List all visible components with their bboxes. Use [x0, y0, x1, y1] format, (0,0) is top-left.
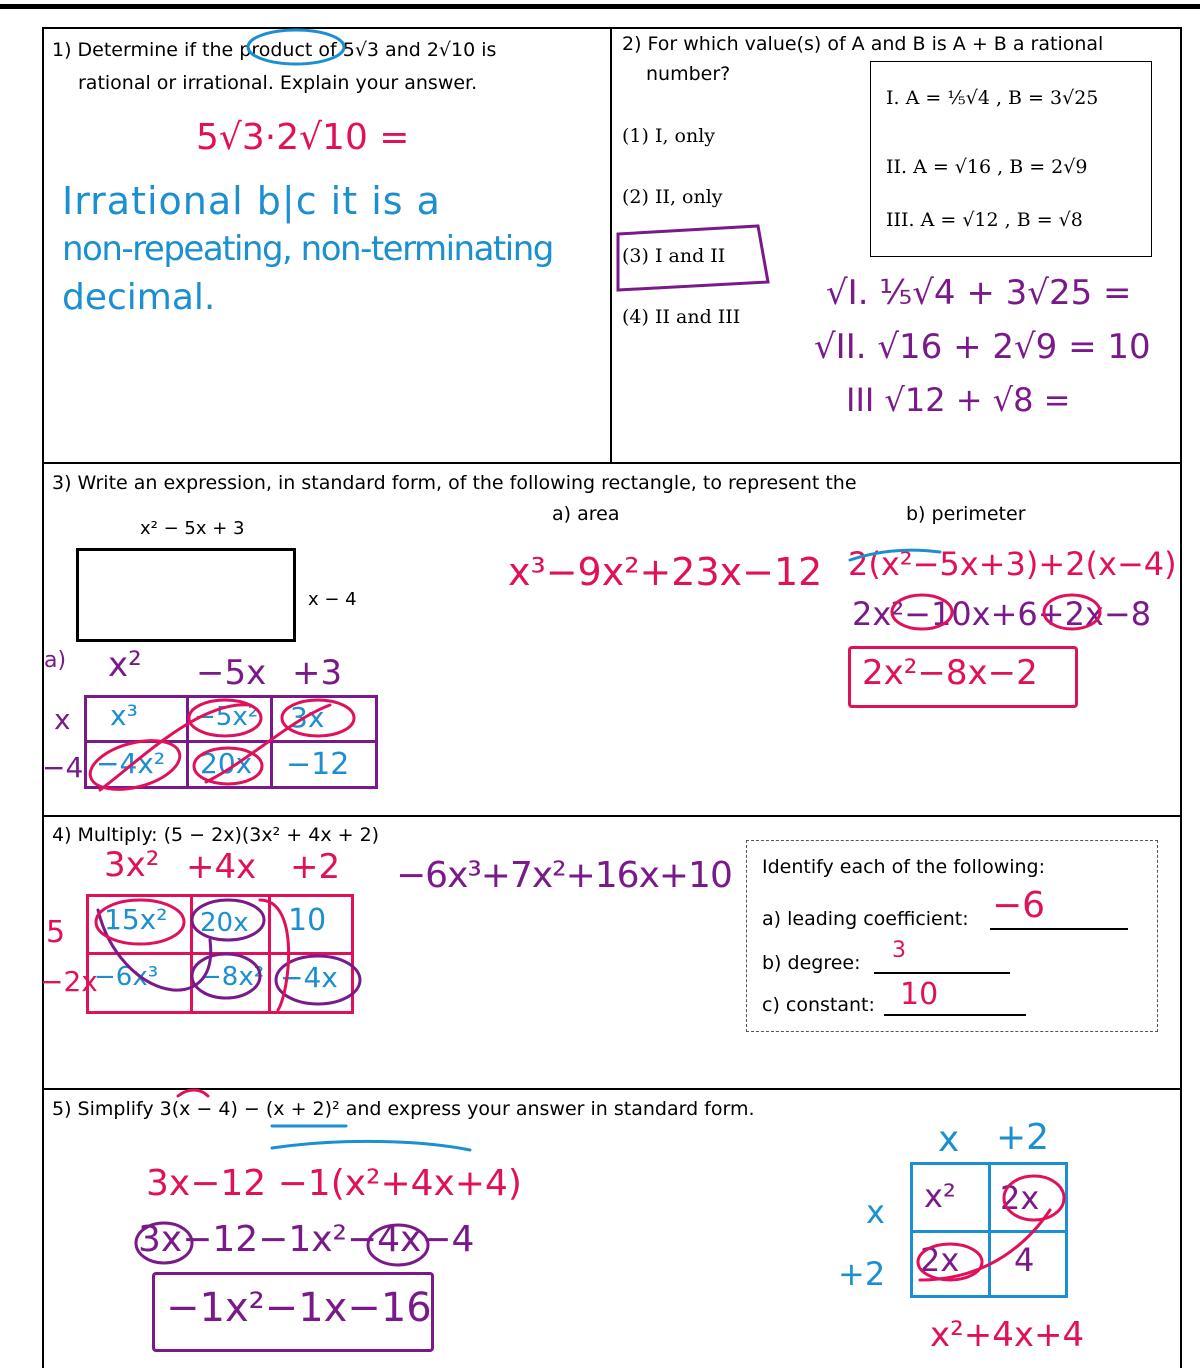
q4-constant-label: c) constant: — [762, 994, 875, 1016]
q4-prompt: 4) Multiply: (5 − 2x)(3x² + 4x + 2) — [52, 824, 380, 846]
q3-grid-left-1: x — [54, 703, 71, 736]
q2-option-4: (4) II and III — [622, 306, 741, 328]
q5-line2: 3x−12−1x²−4x−4 — [138, 1219, 475, 1260]
q4-degree-blank — [874, 972, 1010, 974]
q1-answer-line1: Irrational b|c it is a — [62, 179, 441, 223]
q2-work-I: √I. ⅕√4 + 3√25 = — [826, 273, 1132, 313]
q5-line1: 3x−12 −1(x²+4x+4) — [146, 1163, 522, 1204]
q4-degree-value: 3 — [892, 938, 906, 963]
q5-answer: −1x²−1x−16 — [166, 1285, 432, 1331]
q5-prompt: 5) Simplify 3(x − 4) − (x + 2)² and express your answer in standard form. — [52, 1098, 755, 1120]
divider-top — [42, 27, 1182, 29]
divider-q3 — [42, 462, 1182, 464]
q4-degree-label: b) degree: — [762, 952, 861, 974]
q4-cell-3: 10 — [288, 903, 327, 938]
q1-prompt-line2: rational or irrational. Explain your answer. — [78, 72, 478, 94]
q3-label-perimeter: b) perimeter — [906, 503, 1026, 525]
q5-grid-left-2: +2 — [838, 1255, 886, 1293]
q2-boxed-I: I. A = ⅕√4 , B = 3√25 — [886, 87, 1099, 109]
q3-cell-3: 3x — [290, 701, 325, 734]
q5-grid-top-2: +2 — [996, 1117, 1050, 1158]
q2-prompt-line2: number? — [646, 63, 731, 85]
q4-cell-4: −6x³ — [94, 962, 159, 992]
q3-grid-hdivider — [84, 740, 378, 743]
q3-prompt: 3) Write an expression, in standard form, of the following rectangle, to represent the — [52, 472, 857, 494]
q4-answer: −6x³+7x²+16x+10 — [396, 855, 732, 896]
q2-boxed-II: II. A = √16 , B = 2√9 — [886, 156, 1088, 178]
q3-label-area: a) area — [552, 503, 620, 525]
q4-leading-blank — [990, 928, 1128, 930]
q4-grid-top-2: +4x — [186, 847, 257, 887]
q3-rect-top-label: x² − 5x + 3 — [140, 518, 245, 539]
q5-grid-left-1: x — [866, 1193, 885, 1231]
q4-grid-vdivider-1 — [190, 894, 193, 1014]
q1-answer-line2: non-repeating, non-terminating — [62, 229, 553, 269]
q5-grid-vdivider — [988, 1162, 991, 1298]
q2-option-1: (1) I, only — [622, 125, 716, 147]
q4-grid-vdivider-2 — [268, 894, 271, 1014]
q2-option-3: (3) I and II — [622, 245, 726, 267]
q3-area-answer: x³−9x²+23x−12 — [508, 550, 823, 594]
q4-grid-hdivider — [86, 952, 354, 955]
q1-answer-line3: decimal. — [62, 277, 216, 318]
q3-grid-top-2: −5x — [196, 653, 267, 693]
q3-grid-marker: a) — [44, 648, 67, 673]
q2-work-II: √II. √16 + 2√9 = 10 — [814, 327, 1151, 367]
q5-cell-1: x² — [924, 1177, 956, 1215]
q4-identify-title: Identify each of the following: — [762, 856, 1046, 878]
q3-cell-5: 20x — [200, 747, 253, 780]
q4-leading-value: −6 — [992, 885, 1046, 926]
q4-grid-left-1: 5 — [46, 915, 66, 950]
top-rule — [0, 4, 1200, 9]
q5-cell-3: 2x — [920, 1241, 960, 1279]
q2-boxed-III: III. A = √12 , B = √8 — [886, 209, 1083, 231]
q2-prompt-line1: 2) For which value(s) of A and B is A + B a rational — [622, 33, 1104, 55]
q4-cell-1: 15x² — [104, 903, 168, 936]
q4-constant-blank — [884, 1014, 1026, 1016]
q3-perimeter-line1: 2(x²−5x+3)+2(x−4) — [848, 545, 1177, 583]
q4-leading-label: a) leading coefficient: — [762, 908, 969, 930]
q3-grid-top-1: x² — [108, 645, 142, 685]
q1-prompt-line1: 1) Determine if the product of 5√3 and 2√10 is — [52, 39, 497, 61]
q3-cell-4: −4x² — [96, 747, 166, 780]
q3-perimeter-answer: 2x²−8x−2 — [862, 653, 1038, 693]
q3-perimeter-line2: 2x²−10x+6+2x−8 — [852, 595, 1152, 633]
q5-cell-4: 4 — [1014, 1241, 1035, 1279]
q4-constant-value: 10 — [900, 977, 939, 1012]
divider-q1-q2 — [610, 27, 612, 463]
divider-q4 — [42, 815, 1182, 817]
q5-grid-top-1: x — [938, 1119, 960, 1160]
q3-rectangle — [76, 548, 296, 642]
q4-grid-left-2: −2x — [40, 965, 98, 998]
q3-grid-vdivider-1 — [186, 695, 189, 789]
q4-grid-top-1: 3x² — [104, 845, 160, 885]
q1-work: 5√3·2√10 = — [196, 117, 410, 158]
q4-cell-5: −8x² — [200, 962, 265, 992]
q4-cell-2: 20x — [200, 908, 249, 938]
q3-grid-top-3: +3 — [292, 653, 343, 693]
q3-grid-vdivider-2 — [270, 695, 273, 789]
q3-cell-6: −12 — [286, 747, 350, 782]
q3-grid-left-2: −4 — [42, 751, 84, 784]
q3-rect-side-label: x − 4 — [308, 589, 357, 610]
divider-q5 — [42, 1088, 1182, 1090]
q3-cell-1: x³ — [110, 699, 138, 732]
q5-cell-2: 2x — [1000, 1179, 1040, 1217]
q4-grid-top-3: +2 — [290, 847, 341, 887]
q2-option-2: (2) II, only — [622, 186, 723, 208]
q3-cell-2: −5x² — [194, 702, 259, 732]
q5-grid-result: x²+4x+4 — [930, 1315, 1085, 1355]
q4-cell-6: −4x — [280, 961, 338, 994]
q2-work-III: III √12 + √8 = — [846, 381, 1071, 419]
